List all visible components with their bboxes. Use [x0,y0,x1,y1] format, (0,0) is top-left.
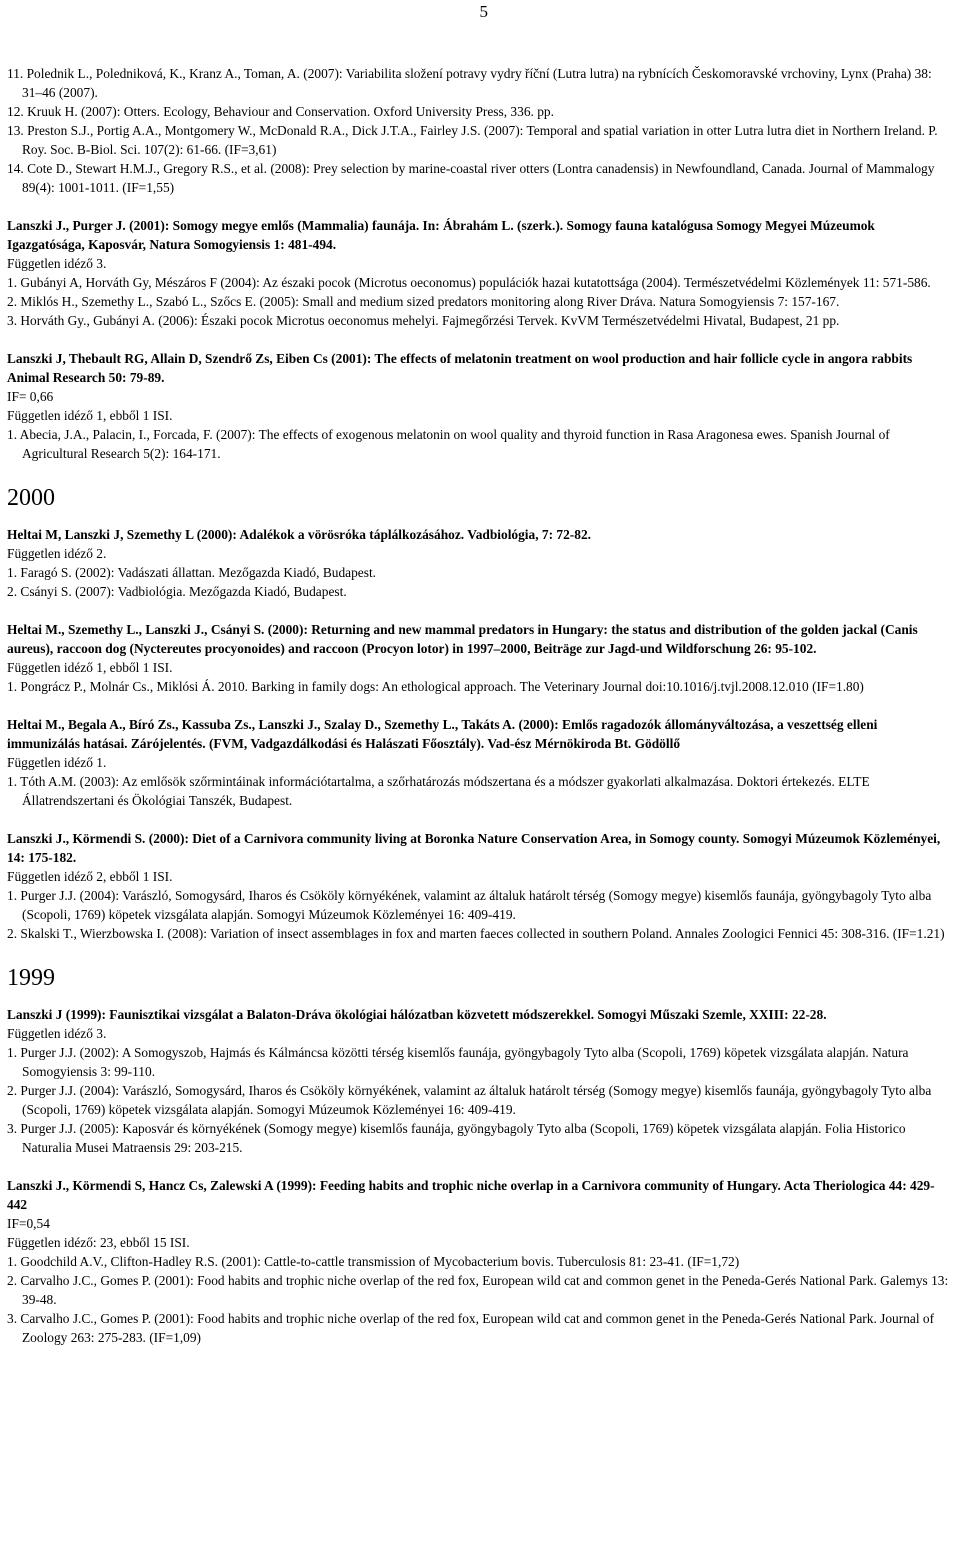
citation-count: Független idéző 2. [7,546,107,561]
citation-item: 1. Tóth A.M. (2003): Az emlősök szőrmintáinak információtartalma, a szőrhatározás módszertana és a módszer gyakorlati alkalmazása. Doktori értekezés. ELTE Állatrendszertani és Ökológiai Tanszék, Budapest. [7,774,870,808]
citation-item: 1. Goodchild A.V., Clifton-Hadley R.S. (2001): Cattle-to-cattle transmission of Mycobacterium bovis. Tuberculosis 81: 23-41. (IF=1,72) [7,1254,740,1269]
citation-count: Független idéző 1, ebből 1 ISI. [7,408,173,423]
publication-entry [7,349,953,463]
list-item: 13. Preston S.J., Portig A.A., Montgomery W., McDonald R.A., Dick J.T.A., Fairley J.S. (2007): Temporal and spatial variation in otter Lutra lutra diet in Northern Ireland. P. Roy. Soc. B-Biol. Sci. 107(2): 61-66. (IF=3,61) [7,123,938,157]
publication-title: Heltai M, Lanszki J, Szemethy L (2000): Adalékok a vörösróka táplálkozásához. Vadbiológia, 7: 72-82. [7,527,592,542]
publication-entry [7,715,953,810]
citation-count: Független idéző 1. [7,755,107,770]
citation-item: 3. Horváth Gy., Gubányi A. (2006): Északi pocok Microtus oeconomus mehelyi. Fajmegőrzési Tervek. KvVM Természetvédelmi Hivatal, Budapest, 21 pp. [7,313,840,328]
top-reference-list [7,64,953,197]
citation-count: Független idéző 1, ebből 1 ISI. [7,660,173,675]
citation-item: 2. Skalski T., Wierzbowska I. (2008): Variation of insect assemblages in fox and marten faeces collected in southern Poland. Annales Zoologici Fennici 45: 308-316. (IF=1.21) [7,926,945,941]
publication-entry [7,620,953,696]
citation-count: Független idéző 2, ebből 1 ISI. [7,869,173,884]
publication-entry [7,216,953,330]
citation-count: Független idéző 3. [7,1026,107,1041]
publication-title: Heltai M., Szemethy L., Lanszki J., Csányi S. (2000): Returning and new mammal predators in Hungary: the status and distribution of the golden jackal (Canis aureus), raccoon dog (Nyctereutes procyonoides) and raccoon (Procyon lotor) in 1997–2000, Beiträge zur Jagd-und Wildforschung 26: 95-102. [7,622,918,656]
impact-factor: IF= 0,66 [7,389,54,404]
publication-title: Lanszki J., Körmendi S, Hancz Cs, Zalewski A (1999): Feeding habits and trophic niche overlap in a Carnivora community of Hungary. Acta Theriologica 44: 429-442 [7,1178,935,1212]
impact-factor: IF=0,54 [7,1216,50,1231]
publication-title: Heltai M., Begala A., Bíró Zs., Kassuba Zs., Lanszki J., Szalay D., Szemethy L., Takáts A. (2000): Emlős ragadozók állományváltozása, a veszettség elleni immunizálás hatásai. Zárójelentés. (FVM, Vadgazdálkodási és Halászati Főosztály). Vad-ész Mérnökiroda Bt. Gödöllő [7,717,878,751]
publication-entry [7,1005,953,1157]
page-number: 5 [479,2,488,21]
list-item: 14. Cote D., Stewart H.M.J., Gregory R.S., et al. (2008): Prey selection by marine-coastal river otters (Lontra canadensis) in Newfoundland, Canada. Journal of Mammalogy 89(4): 1001-1011. (IF=1,55) [7,161,935,195]
citation-item: 2. Csányi S. (2007): Vadbiológia. Mezőgazda Kiadó, Budapest. [7,584,347,599]
citation-item: 1. Purger J.J. (2002): A Somogyszob, Hajmás és Kálmáncsa közötti térség kisemlős faunája, gyöngybagoly Tyto alba (Scopoli, 1769) köpetek vizsgálata alapján. Natura Somogyiensis 3: 99-110. [7,1045,909,1079]
citation-item: 1. Purger J.J. (2004): Varászló, Somogysárd, Iharos és Csököly környékének, valamint az általuk határolt térség (Somogy megye) kisemlős faunája, gyöngybagoly Tyto alba (Scopoli, 1769) köpetek vizsgálata alapján. Somogyi Múzeumok Közleményei 16: 409-419. [7,888,932,922]
publication-entry [7,1176,953,1347]
document-body [7,64,953,1347]
publication-title: Lanszki J., Körmendi S. (2000): Diet of a Carnivora community living at Boronka Nature Conservation Area, in Somogy county. Somogyi Múzeumok Közleményei, 14: 175-182. [7,831,941,865]
citation-item: 3. Carvalho J.C., Gomes P. (2001): Food habits and trophic niche overlap of the red fox, European wild cat and common genet in the Peneda-Gerés National Park. Journal of Zoology 263: 275-283. (IF=1,09) [7,1311,935,1345]
publication-title: Lanszki J, Thebault RG, Allain D, Szendrő Zs, Eiben Cs (2001): The effects of melatonin treatment on wool production and hair follicle cycle in angora rabbits Animal Research 50: 79-89. [7,351,913,385]
publication-entry [7,525,953,601]
year-heading-1999: 1999 [7,965,55,991]
citation-item: 1. Pongrácz P., Molnár Cs., Miklósi Á. 2010. Barking in family dogs: An ethological approach. The Veterinary Journal doi:10.1016/j.tvjl.2008.12.010 (IF=1.80) [7,679,864,694]
publication-title: Lanszki J., Purger J. (2001): Somogy megye emlős (Mammalia) faunája. In: Ábrahám L. (szerk.). Somogy fauna katalógusa Somogy Megyei Múzeumok Igazgatósága, Kaposvár, Natura Somogyiensis 1: 481-494. [7,218,875,252]
list-item: 11. Polednik L., Poledniková, K., Kranz A., Toman, A. (2007): Variabilita složení potravy vydry říční (Lutra lutra) na rybnících Českomoravské vrchoviny, Lynx (Praha) 38: 31–46 (2007). [7,66,932,100]
list-item: 12. Kruuk H. (2007): Otters. Ecology, Behaviour and Conservation. Oxford University Press, 336. pp. [7,104,554,119]
citation-item: 1. Gubányi A, Horváth Gy, Mészáros F (2004): Az északi pocok (Microtus oeconomus) populációk hazai kutatottsága (2004). Természetvédelmi Közlemények 11: 571-586. [7,275,931,290]
publication-entry [7,829,953,943]
publication-title: Lanszki J (1999): Faunisztikai vizsgálat a Balaton-Dráva ökológiai hálózatban közvetett módszerekkel. Somogyi Műszaki Szemle, XXIII: 22-28. [7,1007,827,1022]
citation-item: 3. Purger J.J. (2005): Kaposvár és környékének (Somogy megye) kisemlős faunája, gyöngybagoly Tyto alba (Scopoli, 1769) köpetek vizsgálata alapján. Folia Historico Naturalia Musei Matraensis 29: 203-215. [7,1121,906,1155]
citation-item: 2. Miklós H., Szemethy L., Szabó L., Szőcs E. (2005): Small and medium sized predators monitoring along River Dráva. Natura Somogyiensis 7: 157-167. [7,294,840,309]
citation-count: Független idéző 3. [7,256,107,271]
citation-item: 2. Purger J.J. (2004): Varászló, Somogysárd, Iharos és Csököly környékének, valamint az általuk határolt térség (Somogy megye) kisemlős faunája, gyöngybagoly Tyto alba (Scopoli, 1769) köpetek vizsgálata alapján. Somogyi Múzeumok Közleményei 16: 409-419. [7,1083,932,1117]
citation-item: 2. Carvalho J.C., Gomes P. (2001): Food habits and trophic niche overlap of the red fox, European wild cat and common genet in the Peneda-Gerés National Park. Galemys 13: 39-48. [7,1273,949,1307]
citation-item: 1. Faragó S. (2002): Vadászati állattan. Mezőgazda Kiadó, Budapest. [7,565,377,580]
citation-item: 1. Abecia, J.A., Palacin, I., Forcada, F. (2007): The effects of exogenous melatonin on wool quality and thyroid function in Rasa Aragonesa ewes. Spanish Journal of Agricultural Research 5(2): 164-171. [7,427,890,461]
year-heading-2000: 2000 [7,485,55,511]
citation-count: Független idéző: 23, ebből 15 ISI. [7,1235,190,1250]
